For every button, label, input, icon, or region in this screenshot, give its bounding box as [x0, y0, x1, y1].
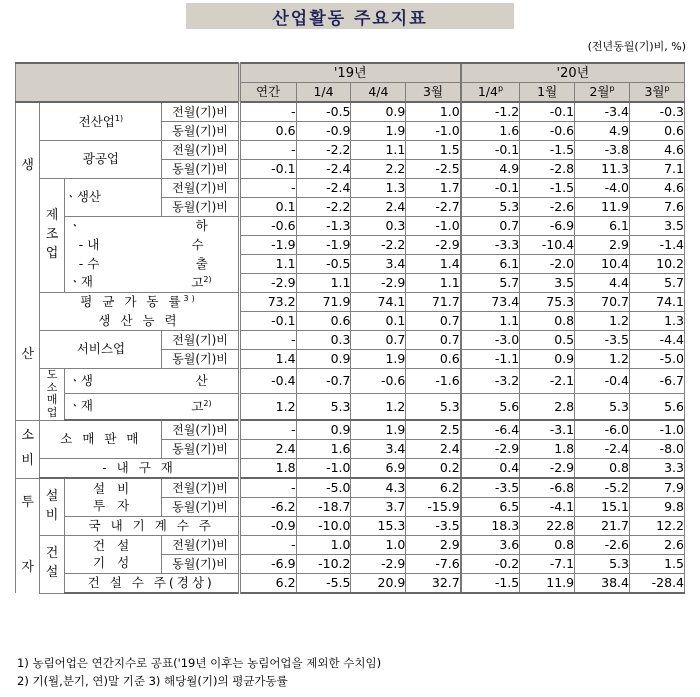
cell: 0.6	[406, 350, 461, 369]
cell: 73.2	[239, 293, 296, 312]
row-metric: 동월(기)비	[162, 350, 239, 369]
cell: 2.2	[351, 160, 406, 179]
header-col-2019-annual: 연간	[239, 83, 296, 103]
header-year-2019: '19년	[239, 63, 461, 83]
cell: 1.1	[406, 274, 461, 293]
cell: -0.6	[351, 369, 406, 394]
cell: -2.8	[520, 160, 575, 179]
cell: 0.1	[351, 312, 406, 331]
row-metric: 전월(기)비	[162, 420, 239, 440]
cell: 1.0	[296, 536, 351, 555]
cell: -8.0	[629, 440, 684, 459]
cell: 1.4	[239, 350, 296, 369]
cell: -0.7	[296, 369, 351, 394]
row-subgroup-equipment-investment: 설 비 투 자	[64, 478, 162, 517]
cell: -6.9	[239, 555, 296, 574]
row-metric: 동월(기)비	[162, 198, 239, 217]
cell: 1.2	[239, 394, 296, 420]
table-row	[16, 394, 685, 420]
cell: -6.8	[520, 478, 575, 498]
cell: 1.4	[406, 255, 461, 274]
cell: 11.9	[575, 198, 630, 217]
cell: -1.9	[296, 236, 351, 255]
cell: -2.9	[520, 459, 575, 479]
cell: -4.0	[575, 179, 630, 198]
cell: -6.0	[575, 420, 630, 440]
cell: -2.9	[351, 555, 406, 574]
cell: 1.3	[351, 179, 406, 198]
cell: 2.9	[575, 236, 630, 255]
cell: -1.0	[296, 459, 351, 479]
header-year-2020: '20년	[461, 63, 685, 83]
cell: 3.5	[520, 274, 575, 293]
cell: -6.2	[239, 498, 296, 517]
cell: -5.0	[629, 350, 684, 369]
cell: 0.2	[406, 459, 461, 479]
row-metric: 동월(기)비	[162, 122, 239, 141]
cell: 4.4	[575, 274, 630, 293]
cell: -	[239, 141, 296, 160]
cell: -0.1	[520, 102, 575, 122]
cell: -2.2	[351, 236, 406, 255]
cell: -0.6	[520, 122, 575, 141]
cell: 1.0	[406, 102, 461, 122]
cell: 1.5	[406, 141, 461, 160]
cell: 3.5	[629, 217, 684, 236]
cell: -	[239, 478, 296, 498]
cell: 0.7	[461, 217, 520, 236]
cell: -1.0	[629, 420, 684, 440]
cell: 0.6	[629, 122, 684, 141]
cell: -0.9	[239, 517, 296, 536]
cell: 1.8	[239, 459, 296, 479]
row-subgroup-production: ㆍ생산	[64, 179, 162, 217]
cell: -3.5	[575, 331, 630, 350]
cell: -1.4	[629, 236, 684, 255]
table-row	[16, 255, 685, 274]
cell: 32.7	[406, 574, 461, 594]
cell: -0.3	[629, 102, 684, 122]
cell: 3.6	[461, 536, 520, 555]
cell: -3.5	[461, 478, 520, 498]
cell: -3.8	[575, 141, 630, 160]
cell: -6.9	[520, 217, 575, 236]
cell: -1.1	[461, 350, 520, 369]
row-group-all-industry: 전산업$^{1)}$	[40, 102, 162, 141]
cell: -	[239, 536, 296, 555]
cell: 0.8	[520, 312, 575, 331]
cell: -18.7	[296, 498, 351, 517]
cell: 0.7	[406, 312, 461, 331]
cell: -4.4	[629, 331, 684, 350]
cell: -0.5	[296, 102, 351, 122]
cell: 3.3	[629, 459, 684, 479]
cell: -7.6	[406, 555, 461, 574]
cell: -28.4	[629, 574, 684, 594]
cell: 7.1	[629, 160, 684, 179]
cell: 1.3	[629, 312, 684, 331]
header-col-2020-mar: 3월$^p$	[629, 83, 684, 103]
cell: -0.1	[461, 179, 520, 198]
cell: 1.2	[351, 394, 406, 420]
cell: 2.8	[520, 394, 575, 420]
cell: 1.9	[351, 350, 406, 369]
cell: -3.5	[406, 517, 461, 536]
page-title-band	[186, 3, 514, 29]
cell: 71.9	[296, 293, 351, 312]
cell: 3.4	[351, 255, 406, 274]
cell: 2.4	[239, 440, 296, 459]
cell: -0.9	[296, 122, 351, 141]
row-label-construction-orders: 건 설 수 주(경상)	[64, 574, 239, 594]
cell: -6.7	[629, 369, 684, 394]
row-group-construction: 건 설	[40, 536, 64, 594]
cell: -0.5	[296, 255, 351, 274]
header-col-2020-jan: 1월	[520, 83, 575, 103]
cell: 0.7	[351, 331, 406, 350]
row-metric: 동월(기)비	[162, 555, 239, 574]
cell: -2.6	[520, 198, 575, 217]
row-group-mining-manufacturing: 광공업	[40, 141, 162, 179]
table-row	[16, 331, 685, 350]
cell: 0.9	[296, 420, 351, 440]
cell: 74.1	[351, 293, 406, 312]
cell: 11.3	[575, 160, 630, 179]
cell: 2.6	[629, 536, 684, 555]
header-col-2020-q1: 1/4$^p$	[461, 83, 520, 103]
table-row	[16, 179, 685, 198]
row-metric: 전월(기)비	[162, 536, 239, 555]
cell: 1.5	[629, 555, 684, 574]
row-group-equipment: 설 비	[40, 478, 64, 536]
cell: 5.6	[629, 394, 684, 420]
cell: 0.3	[296, 331, 351, 350]
cell: -5.5	[296, 574, 351, 594]
cell: -2.9	[239, 274, 296, 293]
cell: -2.1	[520, 369, 575, 394]
cell: 1.1	[351, 141, 406, 160]
cell: 6.2	[406, 478, 461, 498]
cell: 15.1	[575, 498, 630, 517]
cell: -2.5	[406, 160, 461, 179]
row-metric: 동월(기)비	[162, 160, 239, 179]
cell: 18.3	[461, 517, 520, 536]
row-label-domestic-machinery-orders: 국 내 기 계 수 주	[64, 517, 239, 536]
cell: 7.9	[629, 478, 684, 498]
cell: -5.2	[575, 478, 630, 498]
row-metric: 전월(기)비	[162, 141, 239, 160]
cell: 1.8	[520, 440, 575, 459]
table-header-row-year	[16, 63, 685, 83]
table-row	[16, 102, 685, 122]
cell: 1.7	[406, 179, 461, 198]
cell: -5.0	[296, 478, 351, 498]
cell: -2.0	[520, 255, 575, 274]
row-metric: 전월(기)비	[162, 478, 239, 498]
footnote-2: 2) 기(월,분기, 연)말 기준 3) 해당월(기)의 평균가동률	[17, 673, 288, 688]
cell: -1.0	[406, 122, 461, 141]
cell: 1.2	[575, 312, 630, 331]
unit-note: (전년동월(기)비, %)	[587, 40, 686, 53]
cell: 4.9	[461, 160, 520, 179]
cell: 2.9	[406, 536, 461, 555]
cell: 6.2	[239, 574, 296, 594]
cell: 5.3	[296, 394, 351, 420]
cell: -2.4	[575, 440, 630, 459]
cell: -10.2	[296, 555, 351, 574]
cell: 4.6	[629, 179, 684, 198]
cell: 38.4	[575, 574, 630, 594]
header-col-2019-q1: 1/4	[296, 83, 351, 103]
table-row	[16, 536, 685, 555]
cell: -2.2	[296, 141, 351, 160]
cell: 0.6	[239, 122, 296, 141]
cell: 1.1	[239, 255, 296, 274]
cell: 6.1	[461, 255, 520, 274]
cell: 21.7	[575, 517, 630, 536]
cell: -0.1	[239, 312, 296, 331]
table-row	[16, 217, 685, 236]
cell: 0.7	[406, 331, 461, 350]
cell: 20.9	[351, 574, 406, 594]
cell: -15.9	[406, 498, 461, 517]
cell: 1.1	[296, 274, 351, 293]
cell: -3.2	[461, 369, 520, 394]
row-label-shipment: ㆍ 하	[64, 217, 239, 236]
table-row	[16, 459, 685, 479]
header-corner-cell	[16, 63, 240, 102]
cell: -3.3	[461, 236, 520, 255]
cell: 2.4	[406, 440, 461, 459]
cell: 3.4	[351, 440, 406, 459]
row-metric: 전월(기)비	[162, 331, 239, 350]
cell: 6.9	[351, 459, 406, 479]
table-row	[16, 478, 685, 498]
cell: 0.1	[239, 198, 296, 217]
cell: -1.6	[406, 369, 461, 394]
cell: -0.1	[461, 141, 520, 160]
row-metric: 전월(기)비	[162, 179, 239, 198]
cell: 0.8	[575, 459, 630, 479]
table-row	[16, 517, 685, 536]
cell: 9.8	[629, 498, 684, 517]
cell: 4.3	[351, 478, 406, 498]
cell: 4.6	[629, 141, 684, 160]
row-label-wr-production: ㆍ생 산	[64, 369, 239, 394]
row-group-manufacturing: 제 조 업	[40, 179, 64, 293]
row-label-durable-goods: - 내 구 재	[40, 459, 239, 479]
statistics-table-wrapper	[15, 62, 685, 594]
row-label-wr-inventory: ㆍ재 고$^{2)}$	[64, 394, 239, 420]
cell: -1.0	[406, 217, 461, 236]
cell: -4.1	[520, 498, 575, 517]
cell: 1.9	[351, 122, 406, 141]
cell: 71.7	[406, 293, 461, 312]
cell: -10.4	[520, 236, 575, 255]
cell: 1.9	[351, 420, 406, 440]
table-row	[16, 141, 685, 160]
section-label-consumption: 소 비	[16, 420, 40, 478]
cell: -3.4	[575, 102, 630, 122]
cell: 0.3	[351, 217, 406, 236]
cell: -3.1	[520, 420, 575, 440]
cell: 1.0	[351, 536, 406, 555]
cell: 10.2	[629, 255, 684, 274]
cell: 6.1	[575, 217, 630, 236]
cell: 5.6	[461, 394, 520, 420]
cell: -1.3	[296, 217, 351, 236]
cell: 75.3	[520, 293, 575, 312]
cell: 0.8	[520, 536, 575, 555]
footnotes	[17, 655, 381, 691]
cell: 0.6	[296, 312, 351, 331]
table-row	[16, 369, 685, 394]
table-row	[16, 574, 685, 594]
cell: 5.7	[629, 274, 684, 293]
row-label-avg-operation-rate: 평 균 가 동 률$^{3)}$	[40, 293, 239, 312]
table-row	[16, 420, 685, 440]
cell: -0.1	[239, 160, 296, 179]
row-label-inventory: ㆍ재 고$^{2)}$	[64, 274, 239, 293]
cell: 6.5	[461, 498, 520, 517]
cell: -10.0	[296, 517, 351, 536]
table-row	[16, 274, 685, 293]
cell: 1.6	[296, 440, 351, 459]
page-title: 산업활동 주요지표	[272, 8, 428, 29]
table-row	[16, 236, 685, 255]
cell: 2.5	[406, 420, 461, 440]
cell: -2.7	[406, 198, 461, 217]
cell: 2.4	[351, 198, 406, 217]
cell: -1.5	[520, 141, 575, 160]
table-row	[16, 312, 685, 331]
statistics-table	[15, 62, 685, 594]
cell: 11.9	[520, 574, 575, 594]
cell: -2.9	[461, 440, 520, 459]
cell: 5.3	[575, 555, 630, 574]
cell: 0.9	[520, 350, 575, 369]
cell: 4.9	[575, 122, 630, 141]
cell: -	[239, 420, 296, 440]
row-label-domestic-demand: - 내 수	[64, 236, 239, 255]
cell: 10.4	[575, 255, 630, 274]
cell: 3.7	[351, 498, 406, 517]
header-col-2020-feb: 2월$^p$	[575, 83, 630, 103]
cell: 22.8	[520, 517, 575, 536]
cell: 0.5	[520, 331, 575, 350]
cell: 1.6	[461, 122, 520, 141]
cell: 0.9	[296, 350, 351, 369]
cell: -	[239, 102, 296, 122]
cell: -1.5	[520, 179, 575, 198]
cell: -0.4	[575, 369, 630, 394]
row-label-export: - 수 출	[64, 255, 239, 274]
row-label-production-capacity: 생 산 능 력	[40, 312, 239, 331]
cell: 1.1	[461, 312, 520, 331]
cell: -6.4	[461, 420, 520, 440]
row-subgroup-construction-completed: 건 설 기 성	[64, 536, 162, 574]
cell: -2.4	[296, 160, 351, 179]
cell: -2.9	[351, 274, 406, 293]
cell: -7.1	[520, 555, 575, 574]
cell: 7.6	[629, 198, 684, 217]
header-col-2019-mar: 3월	[406, 83, 461, 103]
cell: -	[239, 179, 296, 198]
cell: 1.2	[575, 350, 630, 369]
cell: -0.6	[239, 217, 296, 236]
cell: 0.4	[461, 459, 520, 479]
header-col-2019-q4: 4/4	[351, 83, 406, 103]
cell: 5.3	[406, 394, 461, 420]
row-group-wholesale-retail: 도 소 매 업	[40, 369, 64, 421]
cell: 12.2	[629, 517, 684, 536]
footnote-1: 1) 농림어업은 연간지수로 공표('19년 이후는 농림어업을 제외한 수치임)	[17, 656, 382, 670]
cell: 70.7	[575, 293, 630, 312]
cell: -3.0	[461, 331, 520, 350]
row-metric: 전월(기)비	[162, 102, 239, 122]
cell: -0.2	[461, 555, 520, 574]
cell: 15.3	[351, 517, 406, 536]
cell: 74.1	[629, 293, 684, 312]
cell: -2.6	[575, 536, 630, 555]
cell: -1.9	[239, 236, 296, 255]
cell: -2.2	[296, 198, 351, 217]
section-label-investment: 투 자	[16, 478, 40, 593]
row-metric: 동월(기)비	[162, 440, 239, 459]
section-label-production: 생 산	[16, 102, 40, 420]
cell: 73.4	[461, 293, 520, 312]
row-metric: 동월(기)비	[162, 498, 239, 517]
cell: -0.4	[239, 369, 296, 394]
cell: 5.3	[575, 394, 630, 420]
cell: 5.3	[461, 198, 520, 217]
cell: -1.5	[461, 574, 520, 594]
cell: -	[239, 331, 296, 350]
cell: -1.2	[461, 102, 520, 122]
table-row	[16, 293, 685, 312]
cell: 5.7	[461, 274, 520, 293]
cell: -2.9	[406, 236, 461, 255]
row-group-services: 서비스업	[40, 331, 162, 369]
cell: -2.4	[296, 179, 351, 198]
cell: 0.9	[351, 102, 406, 122]
row-group-retail-sales: 소 매 판 매	[40, 420, 162, 459]
